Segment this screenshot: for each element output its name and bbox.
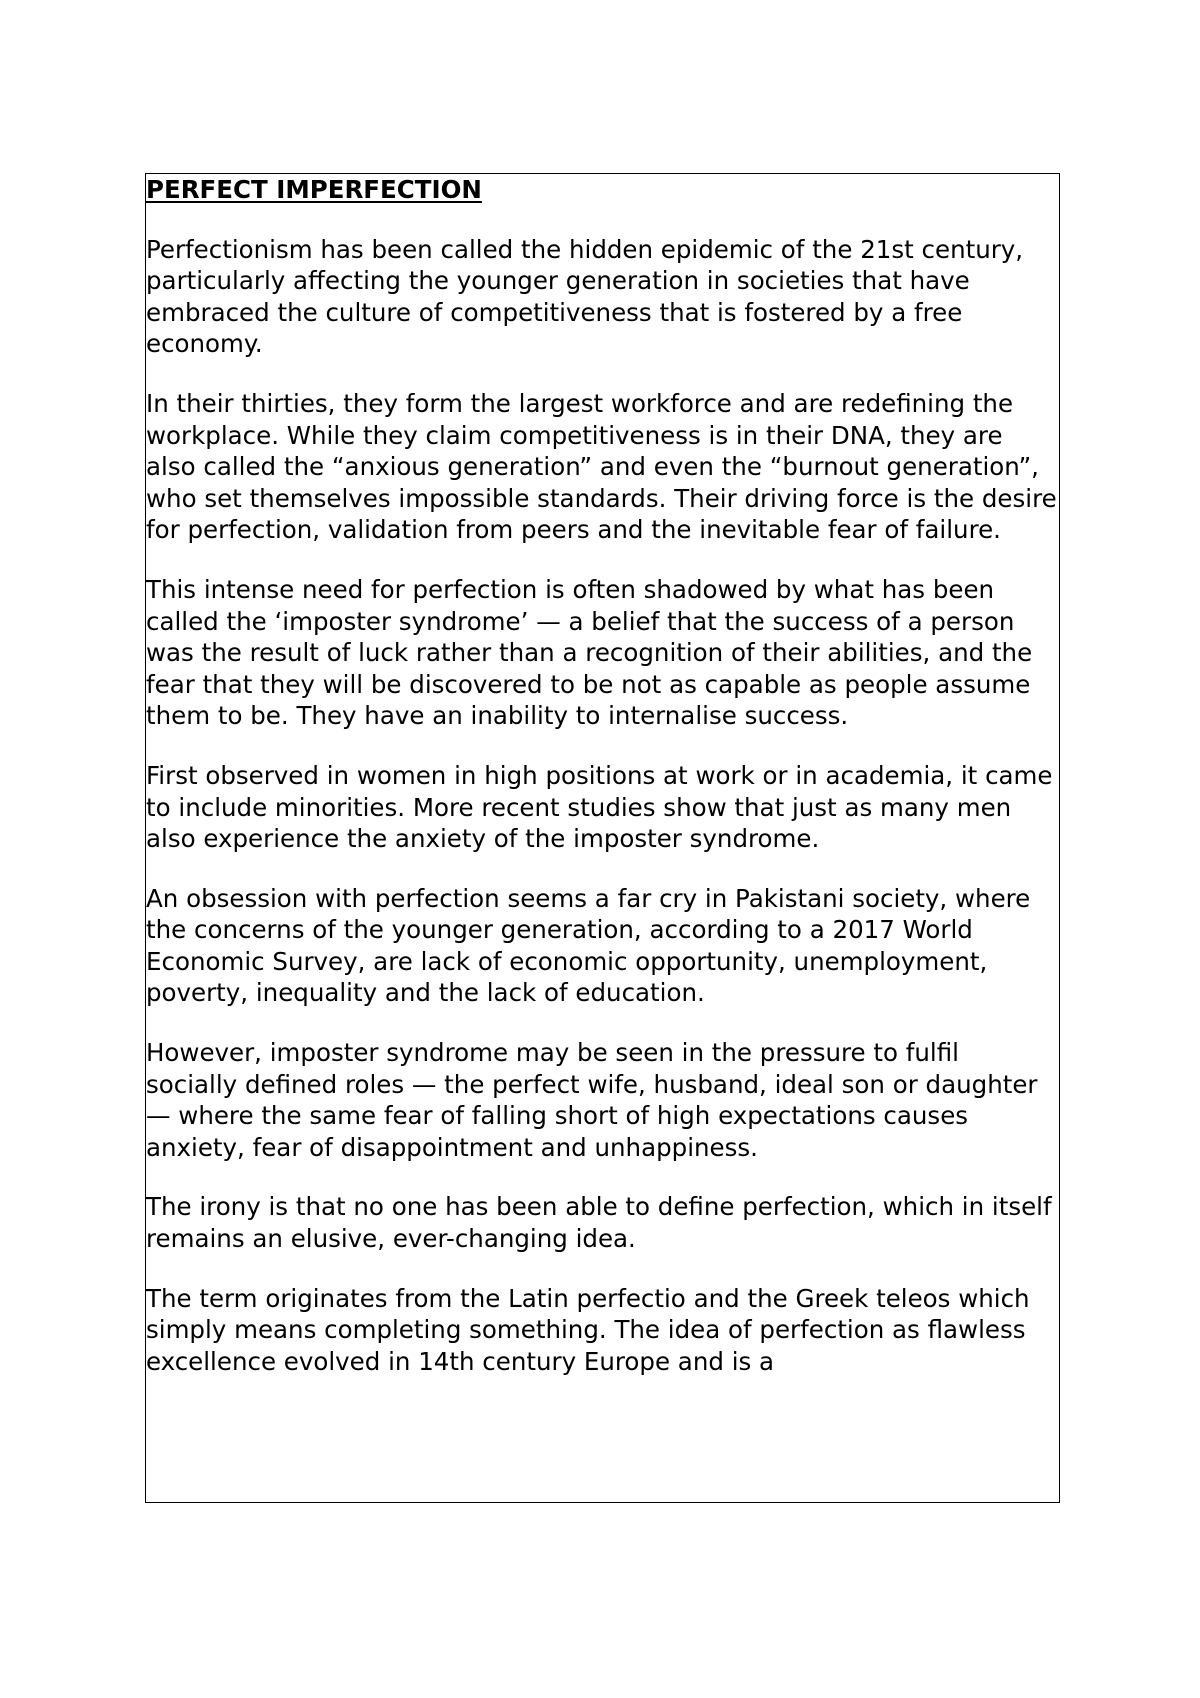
- paragraph-5: An obsession with perfection seems a far cry in Pakistani society, where the concerns of the younger generation, according to a 2017 World Economic Survey, are lack of economic opportunity, unemployment, poverty, inequality and the lack of education.: [146, 883, 1031, 1008]
- paragraph-1: Perfectionism has been called the hidden epidemic of the 21st century, particularly affecting the younger generation in societies that have embraced the culture of competitiveness that is fostered by a free economy.: [146, 234, 1024, 359]
- paragraph-6: However, imposter syndrome may be seen in the pressure to fulfil socially defined roles — the perfect wife, husband, ideal son or daughter — where the same fear of falling short of high expectations causes anxiety, fear of disappointment and unhappiness.: [146, 1038, 1038, 1162]
- paragraph-8: The term originates from the Latin perfectio and the Greek teleos which simply means completing something. The idea of perfection as flawless excellence evolved in 14th century Europe and is a: [146, 1283, 1030, 1376]
- article-text-box: [145, 173, 1060, 1503]
- article-title: PERFECT IMPERFECTION: [146, 175, 482, 204]
- paragraph-2: In their thirties, they form the largest workforce and are redefining the workplace. While they claim competitiveness is in their DNA, they are also called the “anxious generation” and even the “burnout generation”, who set themselves impossible standards. Their driving force is the desire for perfection, validation from peers and the inevitable fear of failure.: [146, 388, 1057, 545]
- paragraph-4: First observed in women in high positions at work or in academia, it came to include minorities. More recent studies show that just as many men also experience the anxiety of the imposter syndrome.: [146, 760, 1053, 854]
- paragraph-3: This intense need for perfection is often shadowed by what has been called the ‘imposter syndrome’ — a belief that the success of a person was the result of luck rather than a recognition of their abilities, and the fear that they will be discovered to be not as capable as people assume them to be. They have an inability to internalise success.: [146, 574, 1033, 731]
- paragraph-7: The irony is that no one has been able to define perfection, which in itself remains an elusive, ever-changing idea.: [146, 1192, 1052, 1254]
